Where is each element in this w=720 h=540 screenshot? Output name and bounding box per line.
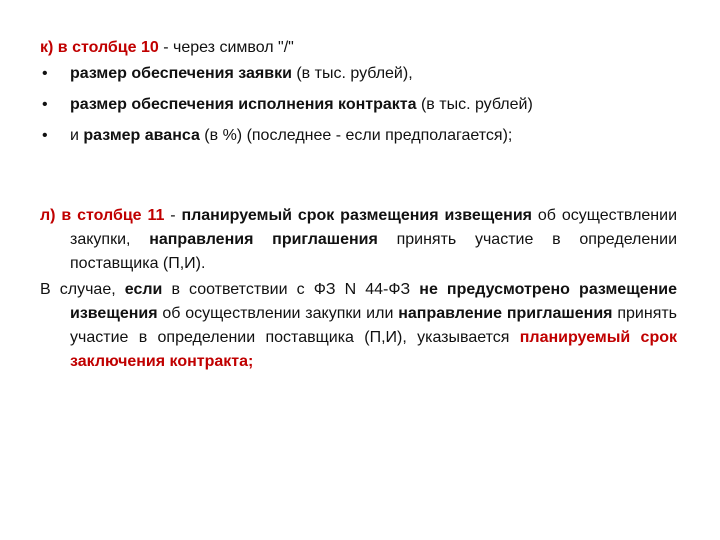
bullet-bold-text: размер обеспечения заявки <box>70 65 292 82</box>
paragraph-l-bold-1: планируемый срок размещения извещения <box>181 207 532 224</box>
paragraph-case-bold-2: не предусмотрено размещение извещения <box>70 281 677 322</box>
paragraph-case-text-4: принять участие в определении поставщика (П,И), указывается <box>70 305 678 346</box>
bullet-bold-text: размер обеспечения исполнения контракта <box>70 96 417 113</box>
bullet-prefix-text: и <box>70 127 84 144</box>
paragraph-case <box>40 278 677 374</box>
paragraph-case-bold-3: направление приглашения <box>398 305 613 322</box>
paragraph-l-text-2: принять участие в определении поставщика (П,И). <box>70 231 678 272</box>
paragraph-l-lead: л) в столбце 11 <box>40 207 165 224</box>
bullet-item <box>40 62 680 86</box>
bullet-icon: • <box>42 96 48 113</box>
bullet-item <box>40 124 680 148</box>
paragraph-l-text-1: об осуществлении закупки, <box>70 207 678 248</box>
paragraph-k-lead: к) в столбце 10 <box>40 39 159 56</box>
bullet-bold-text: размер аванса <box>83 127 200 144</box>
paragraph-k <box>40 36 680 60</box>
paragraph-case-text-1: В случае, <box>40 281 125 298</box>
paragraph-k-text: - через символ "/" <box>158 39 294 56</box>
paragraph-l-bold-2: направления приглашения <box>149 231 378 248</box>
bullet-item <box>40 93 680 117</box>
bullet-text: (в тыс. рублей), <box>291 65 413 82</box>
paragraph-case-highlight: планируемый срок заключения контракта; <box>70 329 677 370</box>
bullet-icon: • <box>42 65 48 82</box>
paragraph-case-text-2: в соответствии с ФЗ N 44-ФЗ <box>162 281 420 298</box>
bullet-text: (в тыс. рублей) <box>416 96 533 113</box>
bullet-icon: • <box>42 127 48 144</box>
bullet-text: (в %) (последнее - если предполагается); <box>199 127 513 144</box>
paragraph-l <box>40 204 677 276</box>
bullet-list <box>40 62 680 155</box>
paragraph-l-dash: - <box>164 207 182 224</box>
paragraph-case-bold-1: если <box>124 281 163 298</box>
paragraph-case-text-3: об осуществлении закупки или <box>157 305 399 322</box>
